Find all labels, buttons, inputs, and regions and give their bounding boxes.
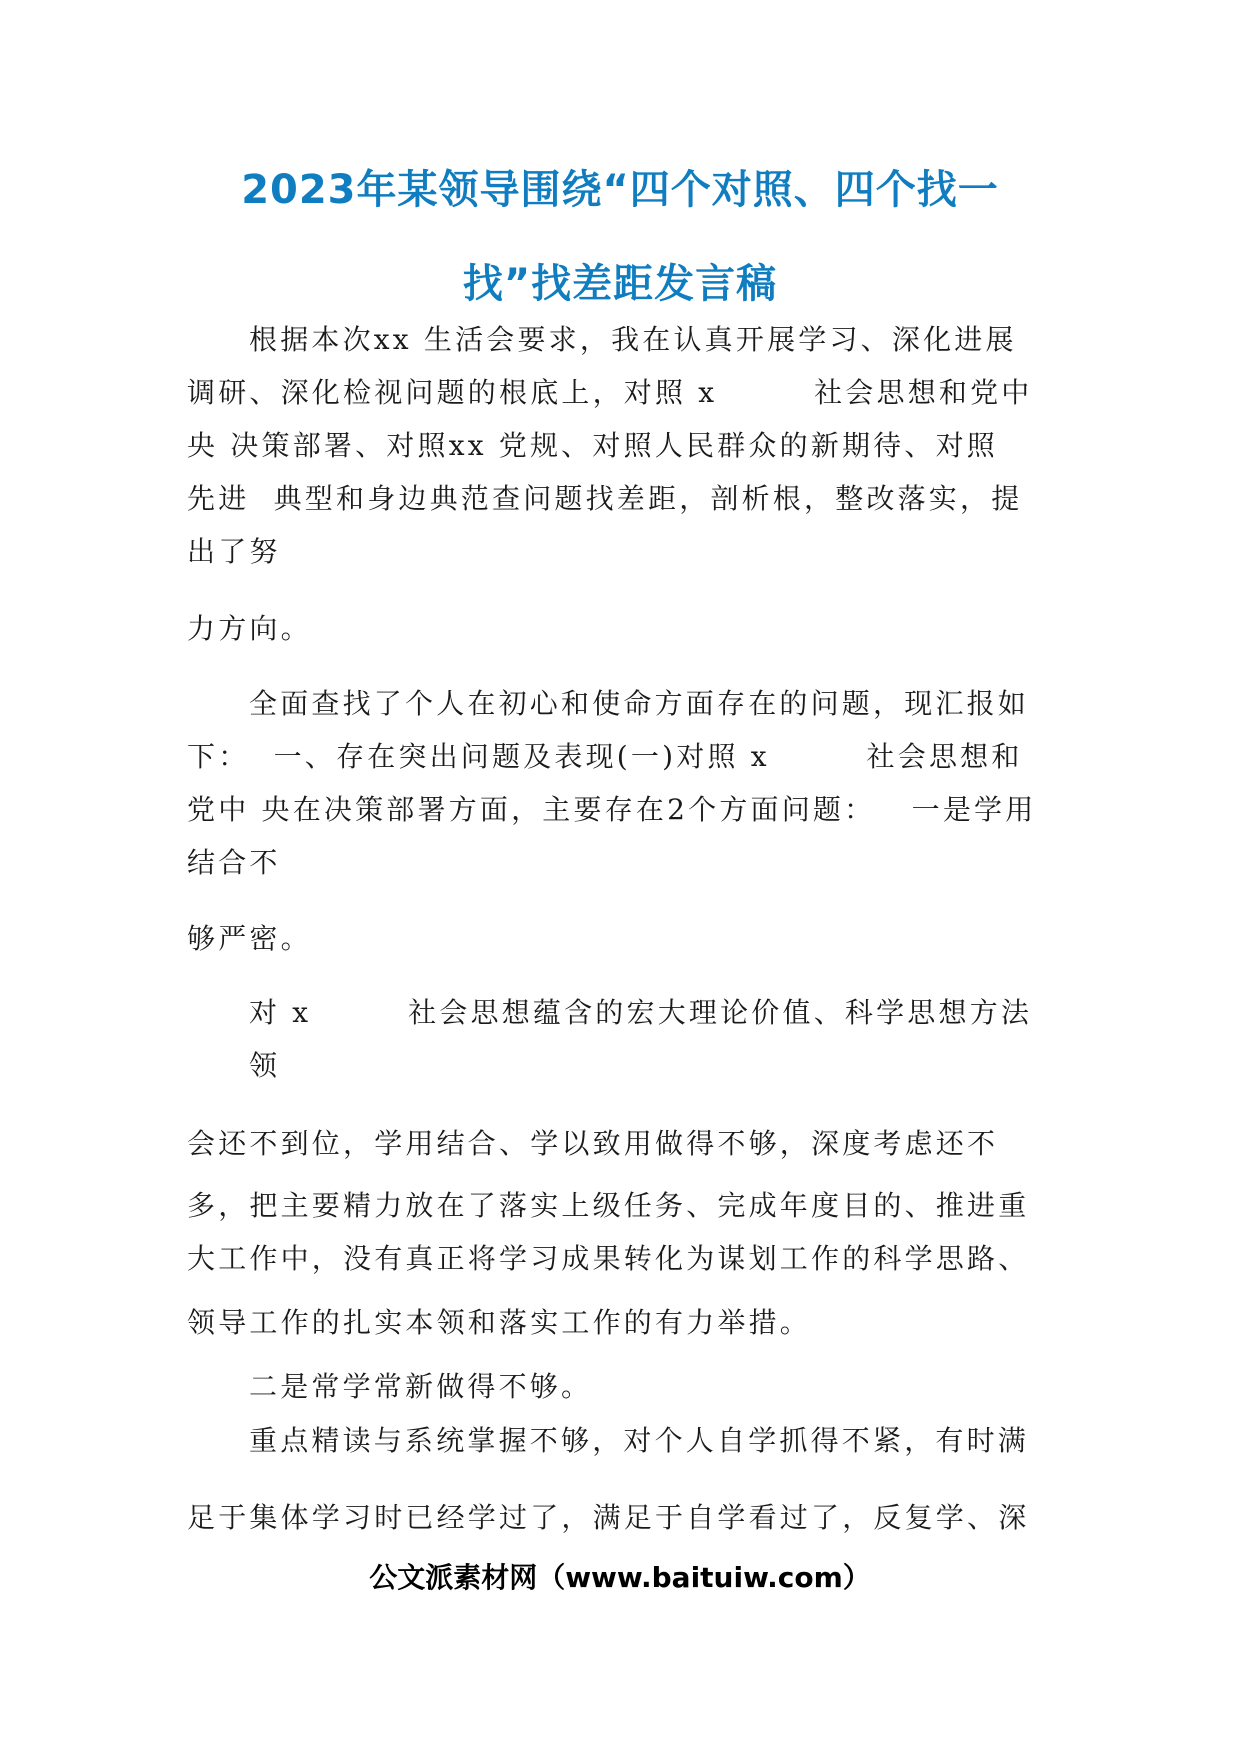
body-line: 根据本次xx 生活会要求，我在认真开展学习、深化进展 bbox=[249, 323, 1017, 356]
body-line: 足于集体学习时已经学过了，满足于自学看过了，反复学、深 bbox=[187, 1501, 1030, 1534]
footer-watermark: 公文派素材网（www.baituiw.com） bbox=[369, 1561, 871, 1594]
body-line: 多，把主要精力放在了落实上级任务、完成年度目的、推进重 bbox=[187, 1189, 1030, 1222]
body-line: 党中 央在决策部署方面，主要存在2个方面问题： 一是学用 bbox=[187, 793, 1037, 826]
document-title-line-1: 2023年某领导围绕“四个对照、四个找一 bbox=[241, 167, 999, 213]
body-line: 对 x 社会思想蕴含的宏大理论价值、科学思想方法 bbox=[249, 996, 1033, 1029]
body-line: 调研、深化检视问题的根底上，对照 x 社会思想和党中 bbox=[187, 376, 1033, 409]
body-line: 重点精读与系统掌握不够，对个人自学抓得不紧，有时满 bbox=[249, 1424, 1030, 1457]
body-line: 领导工作的扎实本领和落实工作的有力举措。 bbox=[187, 1306, 812, 1339]
body-line: 央 决策部署、对照xx 党规、对照人民群众的新期待、对照 bbox=[187, 429, 998, 462]
document-title-line-2: 找”找差距发言稿 bbox=[462, 261, 778, 307]
body-line: 全面查找了个人在初心和使命方面存在的问题，现汇报如 bbox=[249, 687, 1030, 720]
body-line: 会还不到位，学用结合、学以致用做得不够，深度考虑还不 bbox=[187, 1127, 999, 1160]
body-line: 出了努 bbox=[187, 535, 281, 568]
body-line: 力方向。 bbox=[187, 612, 312, 645]
body-line: 领 bbox=[249, 1049, 281, 1082]
body-line: 够严密。 bbox=[187, 922, 312, 955]
body-line: 下： 一、存在突出问题及表现(一)对照 x 社会思想和 bbox=[187, 740, 1023, 773]
body-line: 先进 典型和身边典范查问题找差距，剖析根，整改落实，提 bbox=[187, 482, 1023, 515]
body-line: 二是常学常新做得不够。 bbox=[249, 1370, 593, 1403]
body-line: 结合不 bbox=[187, 846, 281, 879]
body-line: 大工作中，没有真正将学习成果转化为谋划工作的科学思路、 bbox=[187, 1242, 1030, 1275]
